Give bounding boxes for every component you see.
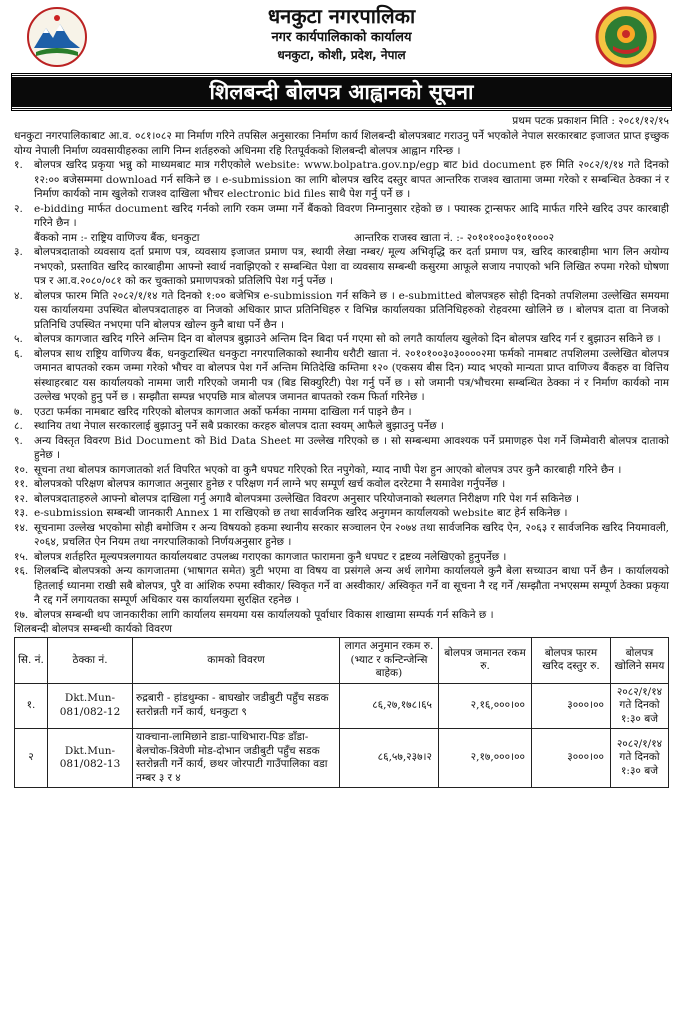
intro-paragraph: धनकुटा नगरपालिकाबाट आ.व. ०८१।०८२ मा निर्माण गरिने तपसिल अनुसारका निर्माण कार्य शिलबन्दी बोलपत्रबाट गराउनु पर्ने भएकोले नेपाल सरकारबाट इजाजत प्राप्त इच्छुक योग्य नेपाली निर्माण व्यवसायीहरुका लागि निम्न शर्तहरुको अधिनमा रहि रितपूर्वकको शिलबन्दी बोलपत्र आह्वान गरिन्छ । <box>14 130 669 157</box>
col-cost-estimate: लागत अनुमान रकम रु. (भ्याट र कन्टिन्जेन्सि बाहेक) <box>340 638 439 684</box>
revenue-account: आन्तरिक राजस्व खाता नं. :- २०१०१००३०१०१०००२ <box>354 231 555 244</box>
condition-item: १६. शिलबन्दि बोलपत्रको अन्य कागजातमा (भाषागत समेत) त्रुटी भएमा वा विषय वा प्रसंगले अन्य अर्थ लागेमा कार्यालयले कुनै बेला सच्याउन बाधा पर्ने छैन । कार्यालयको हितलाई ध्यानमा राखी सबै बोलपत्र, पुरै वा आंशिक रुपमा स्वीकार/ स्विकृत गर्ने वा अस्वीकार/ अस्विकृत गर्ने वा सूचना नै रद्द गर्ने /सम्झौता नभएसम्म सम्पूर्ण ठेक्का प्रकृया नै रद्द गर्ने लगायतका सम्पूर्ण अधिकार यस कार्यालयमा सुरक्षित रहनेछ । <box>14 565 669 606</box>
bank-name: बैंकको नाम :- राष्ट्रिय वाणिज्य बैंक, धनकुटा <box>34 231 200 244</box>
table-row <box>15 729 669 788</box>
cell-work: रुद्रबारी - हांडथुम्का - बाघखोर जडीबुटी पहुँच सडक स्तरोन्नती गर्ने कार्य, धनकुटा ९ <box>133 683 340 729</box>
conditions-list <box>14 158 669 622</box>
condition-item: ७. एउटा फर्मका नामबाट खरिद गरिएको बोलपत्र कागजात अर्को फर्मका नाममा दाखिला गर्न पाइने छैन । <box>14 405 412 418</box>
condition-item: १४. सूचनामा उल्लेख भएकोमा सोही बमोजिम र अन्य विषयको हकमा स्थानीय सरकार सञ्चालन ऐन २०७४ तथा सार्वजनिक खरिद ऐन, २०६३ र सार्वजनिक खरिद नियमावली, २०६४, प्रचलित ऐन नियम तथा नगरपालिकाको निर्णयअनुसार हुनेछ । <box>14 521 669 548</box>
cell-serial: १. <box>15 683 48 729</box>
cell-contract-no: Dkt.Mun-081/082-13 <box>48 729 133 788</box>
col-opening-time: बोलपत्र खोलिने समय <box>611 638 669 684</box>
letterhead <box>14 0 669 74</box>
cell-estimate: ८६,५७,२३७।२ <box>340 729 439 788</box>
condition-item: १७. बोलपत्र सम्बन्धी थप जानकारीका लागि कार्यालय समयमा यस कार्यालयको पूर्वाधार विकास शाखामा सम्पर्क गर्न सकिने छ । <box>14 608 494 621</box>
table-header-row <box>15 638 669 684</box>
condition-item: ४. बोलपत्र फारम मिति २०८२/१/१४ गते दिनको १:०० बजेभित्र e-submission गर्न सकिने छ । e-submitted बोलपत्रहरु सोही दिनको तपशिलमा उल्लेखित समयमा यस कार्यालयमा उपस्थित बोलपत्रदाताहरु वा निजको अधिकार प्राप्त प्रतिनिधिहरु र विभिन्न कार्यालयका प्रतिनिधिहरुको रोहवरमा खोलिने छ । बोलपत्र दाता वा निजको प्रतिनिधि उपस्थित नभएमा पनि बोलपत्र खोल्न कुनै बाधा पर्ने छैन । <box>14 289 669 331</box>
cell-security: २,१७,०००।०० <box>439 729 532 788</box>
col-work-description: कामको विवरण <box>133 638 340 684</box>
cell-security: २,१६,०००।०० <box>439 683 532 729</box>
office-name: नगर कार्यपालिकाको कार्यालय <box>271 30 412 45</box>
publish-date: प्रथम पटक प्रकाशन मिति : २०८१/१२/१५ <box>512 115 669 127</box>
condition-item: १. बोलपत्र खरिद प्रकृया भन्नु को माध्यमबाट मात्र गरीएकोले website: www.bolpatra.gov.np/egp बाट bid document हरु मिति २०८२/१/१४ गते दिनको १२:०० बजेसम्ममा download गर्न सकिने छ । e-submission का लागि बोलपत्र खरिद दस्तुर बापत आन्तरिक राजश्व खातामा जम्मा गरेको र सम्बन्धित ठेक्का नं र निर्माण कार्यको नाम खुलेको राजश्व दाखिला भौचर electronic bid files साथै पेश गर्नु पर्ने छ । <box>14 159 669 200</box>
col-contract-no: ठेक्का नं. <box>48 638 133 684</box>
bank-details <box>34 231 669 246</box>
col-bid-security: बोलपत्र जमानत रकम रु. <box>439 638 532 684</box>
condition-item: १२. बोलपत्रदाताहरुले आफ्नो बोलपत्र दाखिला गर्नु अगावै बोलपत्रमा उल्लेखित विवरण अनुसार परियोजनाको स्थलगत निरीक्षण गरि पेश गर्न सकिनेछ । <box>14 492 580 505</box>
cell-fee: ३०००।०० <box>532 683 611 729</box>
col-form-fee: बोलपत्र फारम खरिद दस्तुर रु. <box>532 638 611 684</box>
municipality-logo-icon <box>595 6 657 68</box>
condition-item: २. e-bidding मार्फत document खरिद गर्नको लागि रकम जम्मा गर्ने बैंकको विवरण निम्नानुसार रहेको छ । फ्यास्क ट्रान्सफर आदि मार्फत गरिने खरिद उपर कारबाही गरिने छैन । बैंकको नाम :- राष्ट्रिय वाणिज्य बैंक, धनकुटा आन्तरिक राजस्व खाता नं. :- २०१०१००३०१०१०००२ <box>14 202 669 244</box>
table-row <box>15 683 669 729</box>
cell-opening: २०८२/१/१४ गते दिनको १:३० बजे <box>611 729 669 788</box>
condition-item: १०. सूचना तथा बोलपत्र कागजातको शर्त विपरित भएको वा कुनै धपघट गरिएको रित नपुगेको, म्याद नाघी पेश हुन आएको बोलपत्र उपर कुनै कारबाही गरिने छैन । <box>14 463 622 476</box>
letterhead-text <box>14 4 669 64</box>
cell-opening: २०८२/१/१४ गते दिनको १:३० बजे <box>611 683 669 729</box>
condition-item: ८. स्थानिय तथा नेपाल सरकारलाई बुझाउनु पर्ने सबै प्रकारका करहरु बोलपत्र दाता स्वयम् आफैले बुझाउनु पर्नेछ । <box>14 420 444 432</box>
col-serial: सि. नं. <box>15 638 48 684</box>
condition-item: ३. बोलपत्रदाताको व्यवसाय दर्ता प्रमाण पत्र, व्यवसाय इजाजत प्रमाण पत्र, स्थायी लेखा नम्बर/ मूल्य अभिवृद्धि कर दर्ता प्रमाण पत्र, खरिद कारबाहीमा भाग लिन अयोग्य नभएको, प्रस्तावित खरिद कारबाहीमा आफ्नो स्वार्थ नवाझिएको र सम्बन्धित पेशा वा व्यवसाय सम्बन्धी कसुरमा आफूले सजाय नपाएको भनि लिखित रुपमा गरेको घोषणा पत्र र आ.व.२०८०/०८१ को कर चुक्ताको प्रमाणपत्रको प्रतिलिपि पेश गर्नु पर्नेछ । <box>14 246 669 287</box>
condition-item: १५. बोलपत्र शर्तहरित मूल्यपत्रलगायत कार्यालयबाट उपलब्ध गराएका कागजात फारामना कुनै धपघट र द्रष्टव्य नलेखिएको हुनुपर्नेछ । <box>14 550 507 563</box>
cell-contract-no: Dkt.Mun-081/082-12 <box>48 683 133 729</box>
cell-fee: ३०००।०० <box>532 729 611 788</box>
condition-item: ९. अन्य विस्तृत विवरण Bid Document को Bid Data Sheet मा उल्लेख गरिएको छ । सो सम्बन्धमा आवश्यक पर्ने प्रमाणहरु पेश गर्ने जिम्मेवारी बोलपत्र दाताको हुनेछ । <box>14 434 669 461</box>
org-name: धनकुटा नगरपालिका <box>267 4 416 28</box>
notice-title-banner: शिलबन्दी बोलपत्र आह्वानको सूचना <box>12 74 671 110</box>
contracts-table <box>14 637 669 788</box>
cell-serial: २ <box>15 729 48 788</box>
cell-estimate: ८६,२७,१७८।६५ <box>340 683 439 729</box>
condition-item: ५. बोलपत्र कागजात खरिद गरिने अन्तिम दिन वा बोलपत्र बुझाउने अन्तिम दिन बिदा पर्न गएमा सो को लगतै कार्यालय खुलेको दिन बोलपत्र खरिद गर्न र बुझाउन सकिने छ । <box>14 333 661 345</box>
condition-item: ११. बोलपत्रको परिक्षण बोलपत्र कागजात अनुसार हुनेछ र परिक्षण गर्न लाग्ने भए सम्पूर्ण खर्च कवोल दररेटमा नै समावेश गर्नुपर्नेछ । <box>14 478 506 490</box>
table-title: शिलबन्दी बोलपत्र सम्बन्धी कार्यको विवरण <box>14 623 172 635</box>
office-address: धनकुटा, कोशी, प्रदेश, नेपाल <box>277 48 406 62</box>
condition-item: १३. e-submission सम्बन्धी जानकारी Annex 1 मा राखिएको छ तथा सार्वजनिक खरिद अनुगमन कार्यालयको website बाट हेर्न सकिनेछ । <box>14 507 568 519</box>
cell-work: याक्चाना-लामिछाने डाडा-पाथिभारा-पिङ डाँडा-बेलचोक-त्रिवेणी मोड-दोभान जडीबुटी पहुँच सडक स्तरोन्नती गर्ने कार्य, छथर जोरपाटी गाउँपालिका वडा नम्बर ३ र ४ <box>133 729 340 788</box>
condition-item: ६. बोलपत्र साथ राष्ट्रिय वाणिज्य बैंक, धनकुटास्थित धनकुटा नगरपालिकाको स्थानीय धरौटी खाता नं. २०१०१००३०३००००२मा फर्मको नामबाट तपशिलमा उल्लेखित बोलपत्र जमानत बापतको रकम जम्मा गरेको भौचर वा बोलपत्र पेश गर्ने अन्तिम मितिदेखि कम्तिमा १२० (एकसय बीस दिन) म्याद भएको मान्यता प्राप्त वाणिज्य बैंकहरु वा वित्तिय संस्थाहरबाट यस कार्यालयको नाममा जारी गरिएको जमानी पत्र (बिड सिक्युरिटी) पेश गर्नु पर्ने छ । सो जमानी पत्र/भौचरमा सम्बन्धित ठेक्का नं र निर्माण कार्यको नाम उल्लेख भएको हुनु पर्ने छ । सम्झौता सम्पन्न भएपछि मात्र बोलपत्र जमानत बापतको रकम फिर्ता गरिनेछ । <box>14 347 669 403</box>
